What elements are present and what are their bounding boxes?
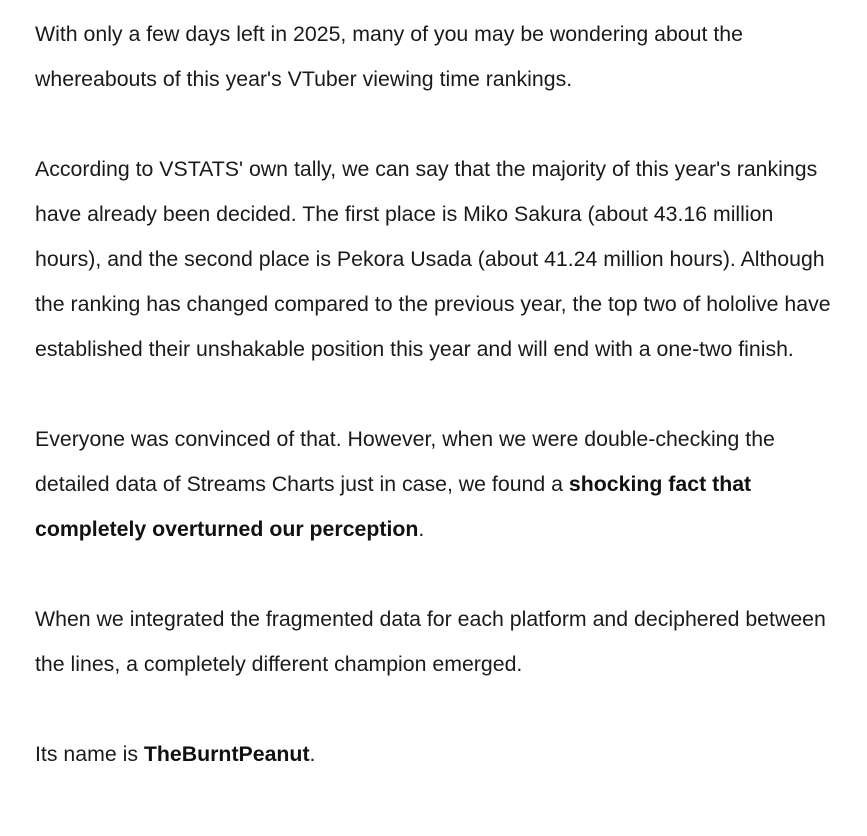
paragraph-champion-name-end: . [309, 742, 316, 766]
shocking-fact-emphasis: shocking fact that completely overturned our perception [35, 472, 752, 541]
article-body [35, 12, 835, 777]
champion-name-emphasis: TheBurntPeanut [143, 742, 310, 766]
paragraph-champion-name [35, 732, 835, 777]
paragraph-intro: With only a few days left in 2025, many of you may be wondering about the whereabouts of this year's VTuber viewing time rankings. [35, 22, 743, 91]
paragraph-vstats-rankings: According to VSTATS' own tally, we can say that the majority of this year's rankings have already been decided. The first place is Miko Sakura (about 43.16 million hours), and the second place is Pekora Usada (about 41.24 million hours). Although the ranking has changed compared to the previous year, the top two of hololive have established their unshakable position this year and will end with a one-two finish. [35, 157, 831, 361]
paragraph-new-champion: When we integrated the fragmented data for each platform and deciphered between the lines, a completely different champion emerged. [35, 607, 826, 676]
paragraph-shocking-fact [35, 417, 835, 552]
paragraph-champion-name-lead: Its name is [35, 742, 144, 766]
paragraph-shocking-fact-lead: Everyone was convinced of that. However, when we were double-checking the detailed data of Streams Charts just in case, we found a [35, 427, 775, 496]
paragraph-shocking-fact-end: . [418, 517, 425, 541]
